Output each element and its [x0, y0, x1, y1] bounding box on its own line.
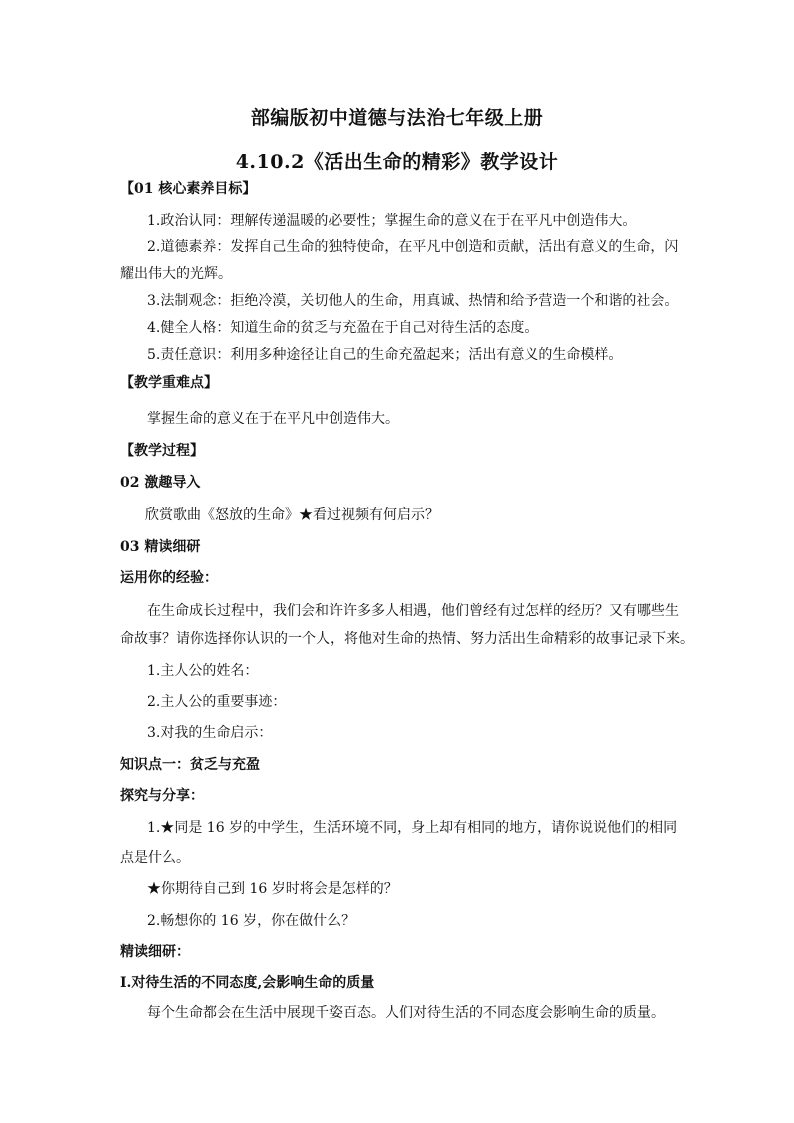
experience-item-3: 3.对我的生命启示：: [147, 725, 273, 741]
key-points-text: 掌握生命的意义在于在平凡中创造伟大。: [147, 411, 399, 427]
intro-heading: 02 激趣导入: [120, 475, 201, 491]
point1-heading: Ⅰ.对待生活的不同态度,会影响生命的质量: [120, 975, 375, 991]
study-heading: 03 精读细研: [120, 539, 201, 555]
goal-item-1: 1.政治认同：理解传递温暖的必要性；掌握生命的意义在于在平凡中创造伟大。: [147, 213, 637, 229]
goal-item-4: 4.健全人格：知道生命的贫乏与充盈在于自己对待生活的态度。: [147, 320, 539, 336]
document-subtitle: 4.10.2《活出生命的精彩》教学设计: [235, 151, 559, 173]
experience-item-1: 1.主人公的姓名：: [147, 663, 259, 679]
goal-item-2-cont: 耀出伟大的光辉。: [120, 266, 232, 282]
explore-heading: 探究与分享：: [120, 788, 204, 804]
experience-text-2: 命故事？请你选择你认识的一个人，将他对生命的热情、努力活出生命精彩的故事记录下来。: [120, 631, 694, 647]
experience-text-1: 在生命成长过程中，我们会和许许多多人相遇，他们曾经有过怎样的经历？又有哪些生: [147, 603, 679, 619]
goal-item-3: 3.法制观念：拒绝冷漠，关切他人的生命，用真诚、热情和给予营造一个和谐的社会。: [147, 293, 679, 309]
section-heading-process: 【教学过程】: [120, 443, 204, 459]
document-title: 部编版初中道德与法治七年级上册: [250, 107, 544, 129]
explore-item-star: ★你期待自己到 16 岁时将会是怎样的？: [147, 881, 398, 897]
section-heading-core-goals: 【01 核心素养目标】: [120, 181, 257, 197]
experience-heading: 运用你的经验：: [120, 570, 218, 586]
goal-item-5: 5.责任意识：利用多种途径让自己的生命充盈起来；活出有意义的生命模样。: [147, 347, 623, 363]
knowledge-heading: 知识点一：贫乏与充盈: [120, 757, 260, 773]
experience-item-2: 2.主人公的重要事迹：: [147, 694, 287, 710]
point1-text: 每个生命都会在生活中展现千姿百态。人们对待生活的不同态度会影响生命的质量。: [147, 1005, 665, 1021]
goal-item-2: 2.道德素养：发挥自己生命的独特使命，在平凡中创造和贡献，活出有意义的生命，闪: [147, 239, 679, 255]
read-heading: 精读细研：: [120, 944, 190, 960]
intro-text: 欣赏歌曲《怒放的生命》★看过视频有何启示？: [145, 507, 439, 523]
section-heading-key-points: 【教学重难点】: [120, 375, 218, 391]
explore-item-1-cont: 点是什么。: [120, 850, 190, 866]
explore-item-2: 2.畅想你的 16 岁，你在做什么？: [147, 913, 356, 929]
explore-item-1: 1.★同是 16 岁的中学生，生活环境不同，身上却有相同的地方，请你说说他们的相同: [147, 820, 678, 836]
